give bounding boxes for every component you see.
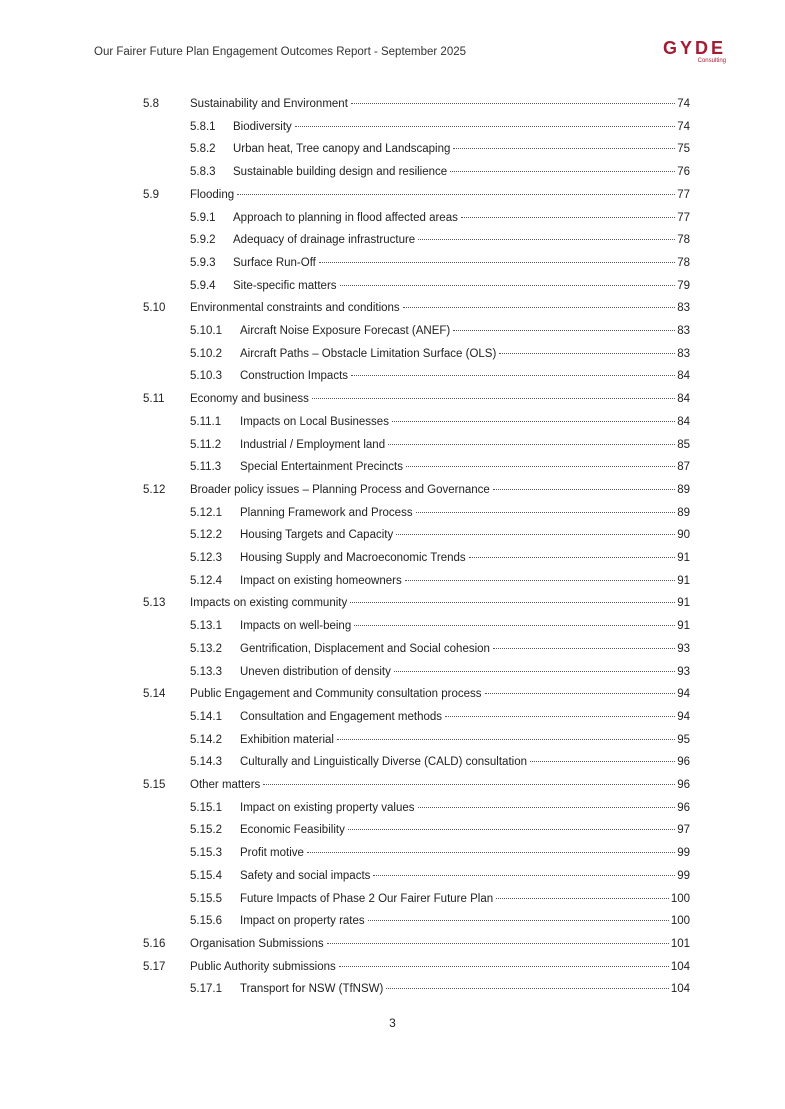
toc-page: 75 [677,143,690,156]
toc-title: Uneven distribution of density [240,665,391,678]
toc-number: 5.8.1 [190,120,216,133]
toc-leader-dots [295,125,675,127]
toc-title: Sustainability and Environment [190,98,348,110]
toc-number: 5.11.2 [190,438,222,451]
gyde-logo [636,38,726,70]
toc-number: 5.12 [143,483,166,496]
toc-page: 74 [677,98,690,110]
toc-leader-dots [368,919,669,921]
toc-entry[interactable] [240,345,690,363]
toc-leader-dots [396,533,675,535]
toc-number: 5.11.1 [190,415,222,428]
toc-title: Culturally and Linguistically Diverse (CALD) consultation [240,756,527,769]
toc-row[interactable] [0,776,785,794]
toc-title: Special Entertainment Precincts [240,461,403,474]
toc-leader-dots [392,420,675,422]
toc-page: 104 [670,983,690,996]
toc-title: Profit motive [240,847,304,860]
toc-page: 78 [677,256,690,269]
toc-entry[interactable] [190,594,690,612]
toc-page: 90 [677,529,690,542]
toc-entry[interactable] [190,935,690,953]
toc-number: 5.17.1 [190,983,222,996]
toc-number: 5.10.3 [190,370,222,383]
toc-page: 76 [677,166,690,179]
toc-leader-dots [237,193,675,195]
toc-number: 5.8.2 [190,143,216,156]
toc-page: 96 [677,756,690,769]
toc-leader-dots [373,874,675,876]
toc-entry[interactable] [240,867,690,885]
toc-page: 95 [677,733,690,746]
toc-entry[interactable] [233,118,690,136]
toc-title: Other matters [190,779,261,791]
toc-entry[interactable] [233,140,690,158]
logo-wordmark: GYDE [662,38,726,58]
toc-entry[interactable] [240,549,690,567]
toc-page: 89 [677,506,690,519]
toc-number: 5.15.3 [190,847,222,860]
toc-row[interactable] [0,277,785,295]
toc-row[interactable] [0,753,785,771]
toc-title: Housing Supply and Macroeconomic Trends [240,552,466,564]
toc-number: 5.13 [143,597,166,610]
toc-leader-dots [485,692,676,694]
toc-number: 5.10.1 [190,325,222,337]
toc-row[interactable] [0,980,785,998]
toc-page: 97 [677,824,690,837]
toc-entry[interactable] [240,367,690,385]
toc-page: 96 [677,779,690,791]
toc-page: 100 [670,892,690,905]
toc-page: 83 [677,347,690,360]
toc-leader-dots [340,284,676,286]
toc-row[interactable] [0,958,785,976]
toc-leader-dots [493,488,675,490]
toc-leader-dots [418,238,675,240]
toc-leader-dots [263,783,675,785]
toc-number: 5.13.3 [190,665,222,678]
toc-number: 5.17 [143,960,166,973]
toc-number: 5.14 [143,688,166,701]
toc-title: Housing Targets and Capacity [240,529,394,542]
toc-page: 91 [677,552,690,564]
toc-title: Aircraft Paths – Obstacle Limitation Surface (OLS) [240,347,497,360]
toc-entry[interactable] [190,186,690,204]
toc-entry[interactable] [240,980,690,998]
toc-leader-dots [461,216,675,218]
toc-number: 5.15 [143,779,166,791]
toc-page: 83 [677,302,690,315]
toc-leader-dots [406,465,675,467]
toc-page: 91 [677,597,690,610]
toc-page: 93 [677,642,690,655]
toc-row[interactable] [0,254,785,272]
toc-entry[interactable] [240,526,690,544]
toc-row[interactable] [0,118,785,136]
toc-leader-dots [416,511,676,513]
toc-entry[interactable] [240,912,690,930]
toc-entry[interactable] [240,844,690,862]
toc-page: 87 [677,461,690,474]
toc-row[interactable] [0,594,785,612]
toc-title: Future Impacts of Phase 2 Our Fairer Future Plan [240,892,494,905]
toc-page: 91 [677,620,690,633]
toc-leader-dots [496,897,669,899]
toc-leader-dots [312,397,675,399]
toc-number: 5.15.6 [190,915,222,928]
toc-leader-dots [386,987,668,989]
toc-title: Approach to planning in flood affected areas [233,211,458,224]
toc-page: 101 [670,937,690,950]
toc-entry[interactable] [240,413,690,431]
toc-leader-dots [350,601,675,603]
toc-leader-dots [354,624,675,626]
toc-entry[interactable] [190,776,690,794]
toc-row[interactable] [0,526,785,544]
toc-leader-dots [499,352,675,354]
toc-row[interactable] [0,367,785,385]
toc-entry[interactable] [190,95,690,113]
toc-row[interactable] [0,140,785,158]
toc-row[interactable] [0,231,785,249]
toc-row[interactable] [0,209,785,227]
toc-title: Impacts on Local Businesses [240,415,389,428]
toc-leader-dots [469,556,676,558]
toc-leader-dots [450,170,675,172]
toc-page: 99 [677,847,690,860]
toc-number: 5.8 [143,98,159,110]
toc-leader-dots [530,760,675,762]
toc-row[interactable] [0,345,785,363]
toc-title: Economy and business [190,393,309,406]
toc-entry[interactable] [240,753,690,771]
toc-page: 85 [677,438,690,451]
toc-row[interactable] [0,890,785,908]
toc-row[interactable] [0,617,785,635]
toc-title: Industrial / Employment land [240,438,386,451]
toc-entry[interactable] [233,231,690,249]
toc-title: Aircraft Noise Exposure Forecast (ANEF) [240,325,451,337]
toc-number: 5.10 [143,302,166,315]
toc-page: 100 [670,915,690,928]
toc-number: 5.9.2 [190,234,216,247]
toc-leader-dots [348,828,675,830]
toc-number: 5.15.1 [190,801,222,814]
toc-row[interactable] [0,549,785,567]
toc-row[interactable] [0,935,785,953]
toc-row[interactable] [0,731,785,749]
toc-number: 5.14.2 [190,733,222,746]
toc-title: Sustainable building design and resilience [233,166,448,179]
toc-title: Impacts on well-being [240,620,352,633]
toc-number: 5.12.1 [190,506,222,519]
toc-title: Surface Run-Off [233,256,316,269]
toc-entry[interactable] [240,663,690,681]
toc-title: Economic Feasibility [240,824,345,837]
toc-leader-dots [445,715,675,717]
toc-number: 5.12.3 [190,552,222,564]
toc-number: 5.14.1 [190,710,222,723]
toc-leader-dots [418,806,676,808]
toc-number: 5.9.3 [190,256,216,269]
toc-page: 93 [677,665,690,678]
toc-entry[interactable] [233,163,690,181]
toc-leader-dots [453,147,675,149]
toc-title: Planning Framework and Process [240,506,413,519]
toc-leader-dots [339,965,669,967]
toc-row[interactable] [0,413,785,431]
toc-page: 79 [677,279,690,292]
toc-leader-dots [307,851,675,853]
toc-leader-dots [319,261,675,263]
toc-row[interactable] [0,799,785,817]
toc-leader-dots [394,670,675,672]
toc-row[interactable] [0,299,785,317]
toc-page: 96 [677,801,690,814]
toc-row[interactable] [0,867,785,885]
toc-entry[interactable] [240,572,690,590]
toc-title: Impact on property rates [240,915,365,928]
toc-entry[interactable] [240,640,690,658]
toc-leader-dots [327,942,669,944]
toc-entry[interactable] [190,685,690,703]
toc-entry[interactable] [233,277,690,295]
toc-number: 5.14.3 [190,756,222,769]
toc-title: Urban heat, Tree canopy and Landscaping [233,143,451,156]
toc-row[interactable] [0,504,785,522]
toc-row[interactable] [0,572,785,590]
toc-number: 5.8.3 [190,166,216,179]
toc-entry[interactable] [233,254,690,272]
toc-entry[interactable] [240,708,690,726]
toc-page: 83 [677,325,690,337]
toc-row[interactable] [0,436,785,454]
toc-number: 5.15.2 [190,824,222,837]
toc-leader-dots [453,329,675,331]
toc-title: Flooding [190,188,235,201]
toc-entry[interactable] [240,731,690,749]
toc-title: Impact on existing homeowners [240,574,402,587]
toc-title: Broader policy issues – Planning Process and Governance [190,483,490,496]
toc-page: 94 [677,710,690,723]
toc-title: Impact on existing property values [240,801,415,814]
toc-number: 5.15.4 [190,869,222,882]
toc-row[interactable] [0,640,785,658]
toc-entry[interactable] [240,617,690,635]
toc-title: Construction Impacts [240,370,349,383]
toc-number: 5.12.4 [190,574,222,587]
toc-title: Adequacy of drainage infrastructure [233,234,416,247]
toc-number: 5.11.3 [190,461,222,474]
toc-row[interactable] [0,685,785,703]
toc-entry[interactable] [190,390,690,408]
toc-entry[interactable] [240,322,690,340]
toc-title: Transport for NSW (TfNSW) [240,983,384,996]
running-header: Our Fairer Future Plan Engagement Outcomes Report - September 2025 [94,46,467,58]
toc-number: 5.9.1 [190,211,216,224]
toc-title: Environmental constraints and conditions [190,302,400,315]
toc-number: 5.13.1 [190,620,222,633]
toc-number: 5.13.2 [190,642,222,655]
toc-page: 91 [677,574,690,587]
toc-row[interactable] [0,390,785,408]
toc-page: 84 [677,393,690,406]
toc-entry[interactable] [190,299,690,317]
toc-page: 84 [677,370,690,383]
toc-number: 5.11 [143,393,165,406]
toc-row[interactable] [0,458,785,476]
toc-number: 5.10.2 [190,347,222,360]
toc-entry[interactable] [240,890,690,908]
toc-number: 5.12.2 [190,529,222,542]
toc-entry[interactable] [240,799,690,817]
toc-page: 74 [677,120,690,133]
toc-entry[interactable] [240,458,690,476]
toc-leader-dots [403,306,676,308]
toc-leader-dots [351,374,675,376]
toc-row[interactable] [0,844,785,862]
toc-entry[interactable] [240,504,690,522]
toc-leader-dots [337,738,675,740]
toc-title: Public Engagement and Community consultation process [190,688,482,701]
toc-entry[interactable] [233,209,690,227]
logo-subtitle: Consulting [697,58,726,64]
toc-title: Gentrification, Displacement and Social cohesion [240,642,490,655]
toc-title: Consultation and Engagement methods [240,710,443,723]
toc-row[interactable] [0,663,785,681]
toc-title: Organisation Submissions [190,937,324,950]
toc-leader-dots [493,647,675,649]
toc-entry[interactable] [240,821,690,839]
toc-leader-dots [351,102,675,104]
toc-page: 77 [677,211,690,224]
toc-title: Public Authority submissions [190,960,336,973]
toc-page: 99 [677,869,690,882]
toc-entry[interactable] [240,436,690,454]
toc-title: Safety and social impacts [240,869,371,882]
toc-title: Exhibition material [240,733,334,746]
toc-number: 5.9 [143,188,159,201]
toc-title: Biodiversity [233,120,292,133]
toc-row[interactable] [0,95,785,113]
toc-row[interactable] [0,912,785,930]
toc-page: 104 [670,960,690,973]
toc-page: 78 [677,234,690,247]
toc-title: Site-specific matters [233,279,337,292]
toc-row[interactable] [0,708,785,726]
toc-number: 5.15.5 [190,892,222,905]
toc-title: Impacts on existing community [190,597,348,610]
toc-row[interactable] [0,163,785,181]
toc-entry[interactable] [190,481,690,499]
toc-row[interactable] [0,186,785,204]
toc-number: 5.9.4 [190,279,216,292]
toc-page: 94 [677,688,690,701]
toc-row[interactable] [0,322,785,340]
toc-leader-dots [405,579,675,581]
toc-entry[interactable] [190,958,690,976]
toc-page: 77 [677,188,690,201]
toc-number: 5.16 [143,937,166,950]
toc-row[interactable] [0,821,785,839]
toc-row[interactable] [0,481,785,499]
toc-page: 84 [677,415,690,428]
toc-page: 89 [677,483,690,496]
toc-leader-dots [388,443,675,445]
page-number: 3 [389,1016,396,1030]
